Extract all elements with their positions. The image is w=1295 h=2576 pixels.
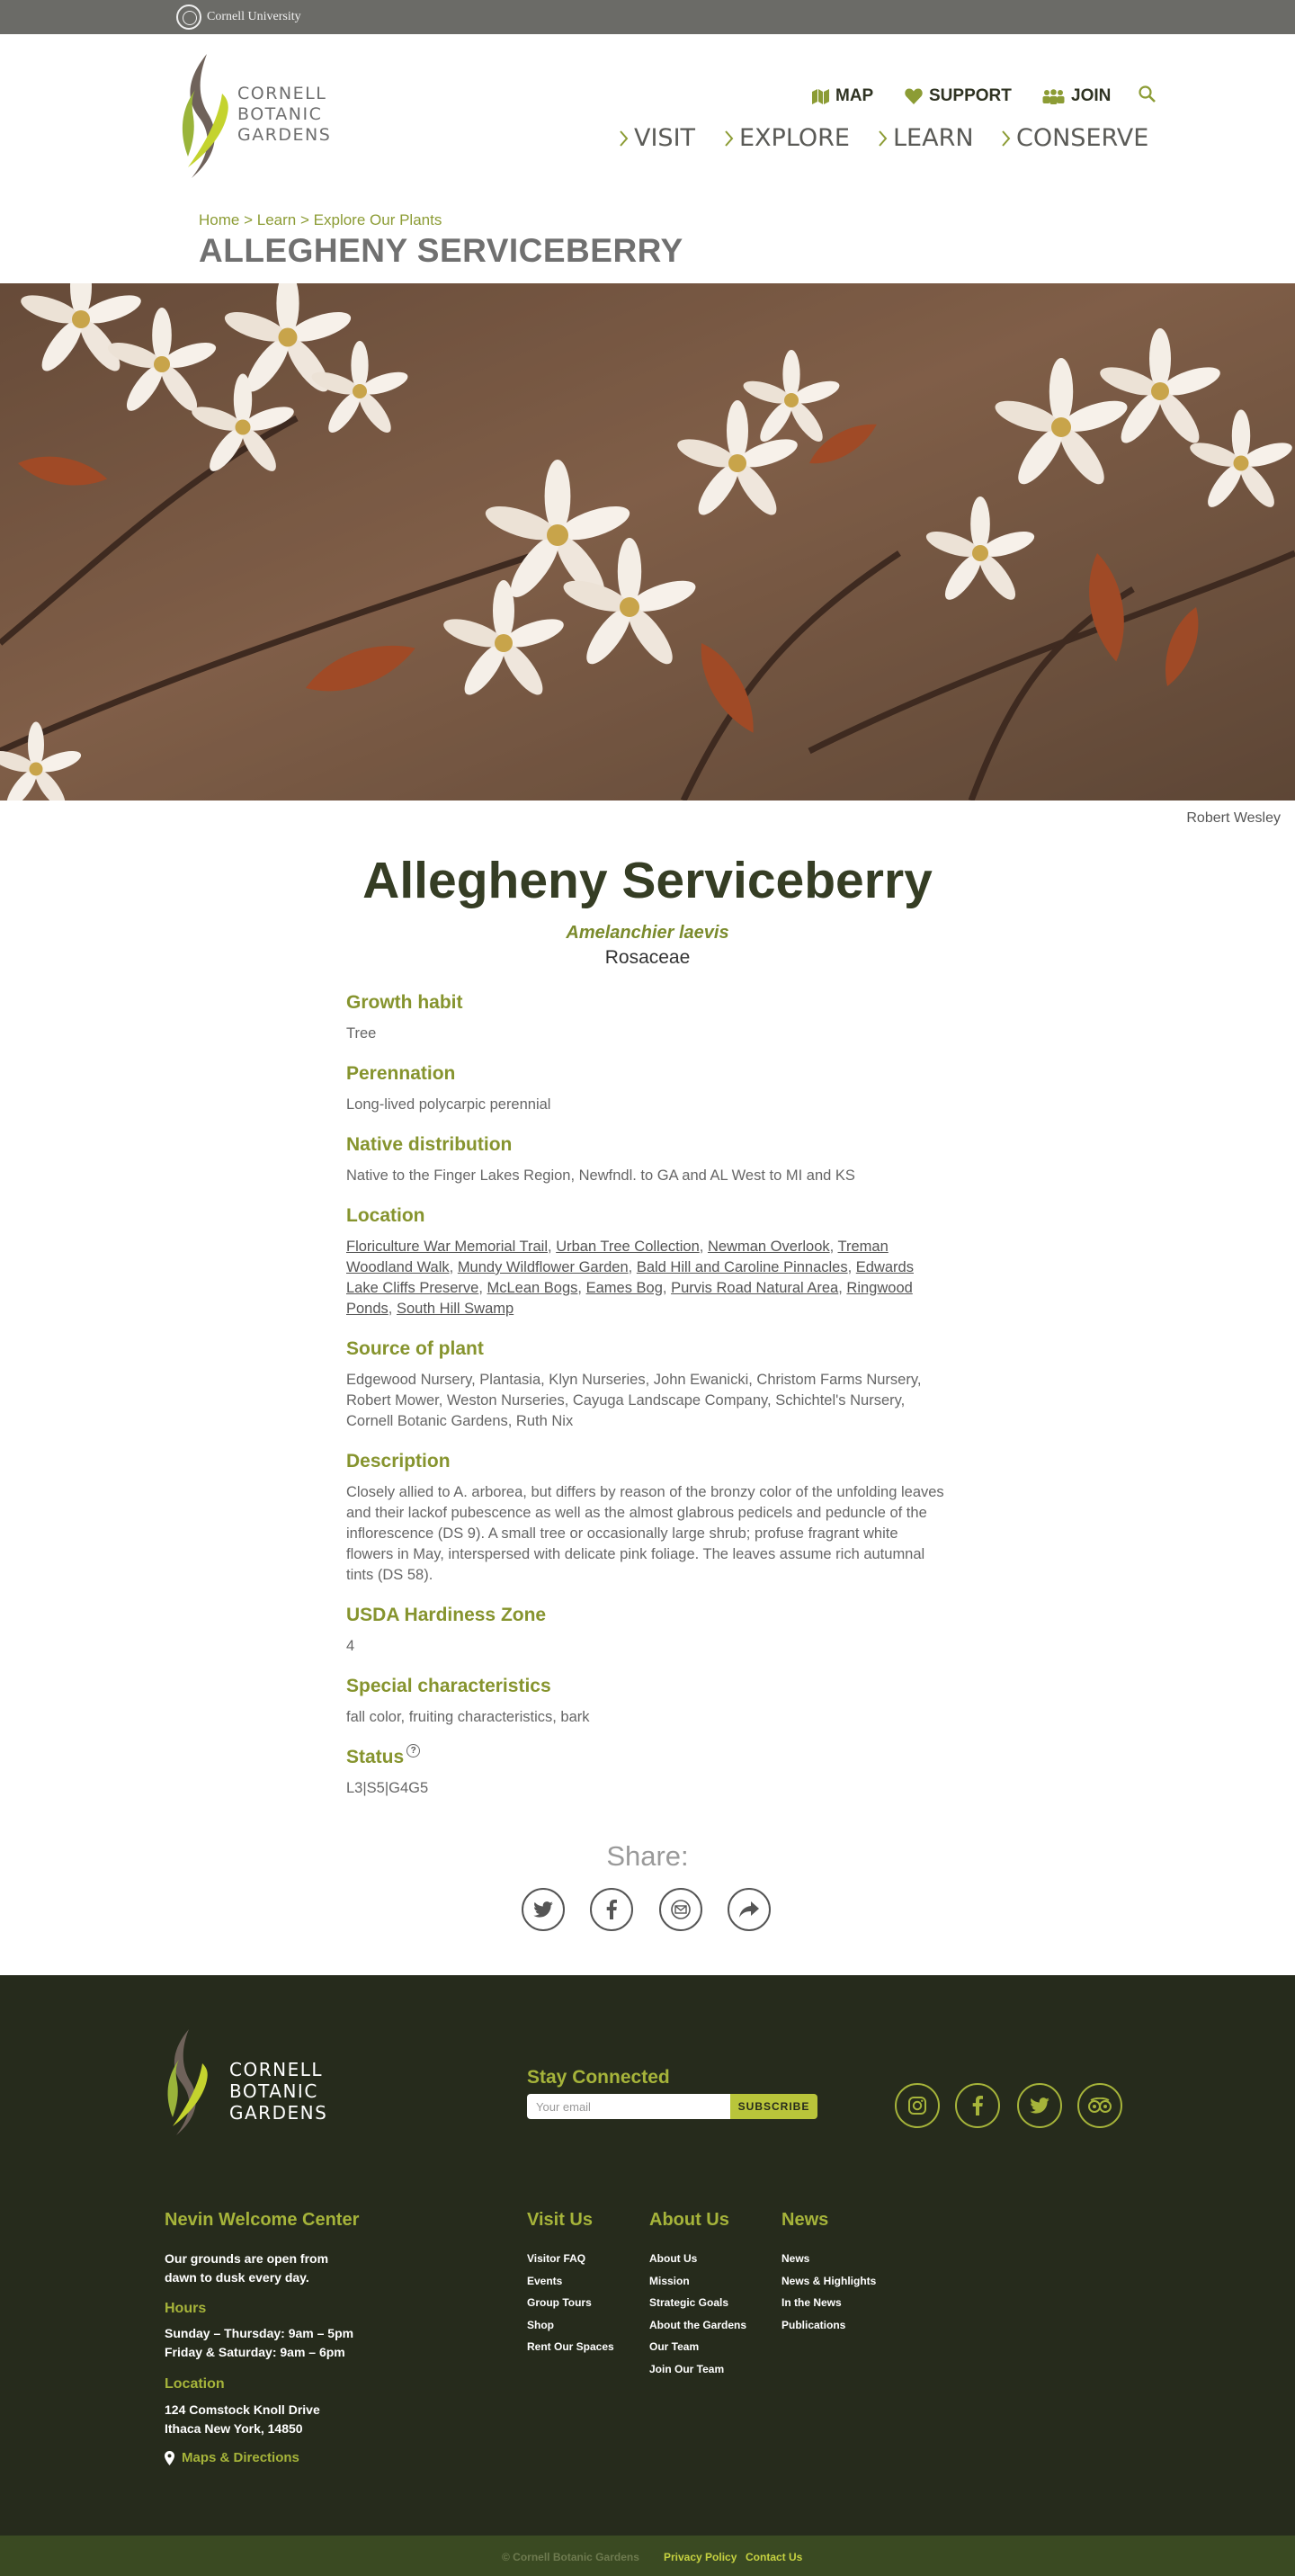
growth-habit-value: Tree [346,1025,377,1042]
instagram-icon [907,2096,927,2115]
perennation-heading: Perennation [346,1063,456,1084]
twitter-icon [533,1901,553,1918]
footer-logo-line-3: GARDENS [229,2102,328,2124]
chevron-right-icon [619,130,629,148]
copyright-text: © Cornell Botanic Gardens [502,2551,639,2563]
location-link[interactable]: McLean Bogs [487,1280,578,1296]
newsletter-email-input[interactable] [527,2094,730,2119]
plant-family: Rosaceae [604,947,691,968]
share-email-button[interactable] [659,1888,702,1931]
util-nav-map[interactable] [812,86,873,106]
visit-us-heading: Visit Us [527,2210,593,2230]
location-link[interactable]: Mundy Wildflower Garden [457,1259,629,1275]
about-us-links [649,2248,746,2380]
open-line: dawn to dusk every day. [165,2270,309,2285]
address-text [165,2401,320,2438]
breadcrumb-learn[interactable]: Learn [256,211,297,228]
logo-wordmark[interactable] [237,84,331,146]
main-nav-explore[interactable] [724,124,850,152]
footer-link[interactable]: Group Tours [527,2296,592,2309]
location-link[interactable]: Treman Woodland Walk [346,1239,889,1275]
map-pin-icon [165,2451,174,2465]
news-links [781,2248,876,2336]
plant-scientific-name: Amelanchier laevis [566,923,729,943]
cornell-university-link[interactable]: Cornell University [207,10,301,23]
facebook-icon [606,1900,617,1919]
location-heading: Location [346,1205,425,1226]
hardiness-heading: USDA Hardiness Zone [346,1605,547,1625]
twitter-icon [1030,2097,1049,2114]
chevron-right-icon [878,130,888,148]
status-label: Status [346,1747,405,1767]
facebook-icon [972,2096,983,2115]
news-heading: News [781,2210,829,2230]
util-nav-support-label: SUPPORT [929,86,1012,105]
location-link[interactable]: Edwards Lake Cliffs Preserve [346,1259,914,1296]
special-characteristics-value: fall color, fruiting characteristics, bark [346,1709,590,1725]
breadcrumb-explore-plants[interactable]: Explore Our Plants [313,211,442,228]
hero-serviceberry-photo [0,283,1295,801]
footer-link[interactable]: Rent Our Spaces [527,2340,614,2353]
growth-habit-heading: Growth habit [346,992,463,1013]
footer-link[interactable]: Our Team [649,2340,700,2353]
footer-link[interactable]: About Us [649,2252,698,2265]
address-line: 124 Comstock Knoll Drive [165,2402,320,2417]
main-nav-visit[interactable] [619,124,695,152]
address-line: Ithaca New York, 14850 [165,2421,303,2436]
contact-us-link[interactable]: Contact Us [746,2551,803,2563]
hours-line: Friday & Saturday: 9am – 6pm [165,2345,345,2359]
footer-link[interactable]: Visitor FAQ [527,2252,586,2265]
welcome-center-heading: Nevin Welcome Center [165,2210,360,2230]
status-heading [346,1747,949,1768]
footer-link[interactable]: About the Gardens [649,2318,747,2331]
subscribe-button[interactable]: SUBSCRIBE [730,2094,817,2119]
location-link[interactable]: Bald Hill and Caroline Pinnacles [636,1259,848,1275]
footer-link[interactable]: News [781,2252,810,2265]
location-heading-footer: Location [165,2376,225,2392]
status-value: L3|S5|G4G5 [346,1780,429,1796]
util-nav-join-label: JOIN [1071,86,1112,105]
util-nav-support[interactable] [905,86,1012,106]
source-value: Edgewood Nursery, Plantasia, Klyn Nurseries, John Ewanicki, Christom Farms Nursery, Robert Mower, Weston Nurseries, Cayuga Landscape Company, Schichtel's Nursery, Cornell Botanic Gardens, Ruth Nix [346,1372,922,1429]
location-links: Floriculture War Memorial Trail, Urban Tree Collection, Newman Overlook, Treman Woodland Walk, Mundy Wildflower Garden, Bald Hill and Caroline Pinnacles, Edwards Lake Cliffs Preserve, McLean Bogs, Eames Bog, Purvis Road Natural Area, Ringwood Ponds, South Hill Swamp [346,1239,914,1317]
footer-logo-line-2: BOTANIC [229,2080,318,2102]
footer-link[interactable]: Events [527,2274,563,2287]
open-hours-text [165,2250,328,2287]
hours-text [165,2324,353,2362]
share-arrow-icon [739,1901,759,1918]
cornell-university-bar [0,0,1295,34]
footer-facebook-button[interactable] [955,2083,1000,2128]
maps-directions-link[interactable] [165,2450,299,2465]
share-twitter-button[interactable] [522,1888,565,1931]
tripadvisor-icon [1087,2097,1112,2114]
location-link[interactable]: Newman Overlook [707,1239,830,1255]
breadcrumb-separator: > [244,211,254,228]
search-icon[interactable] [1139,85,1156,103]
special-characteristics-heading: Special characteristics [346,1676,551,1696]
footer-link[interactable]: Strategic Goals [649,2296,729,2309]
footer-link[interactable]: Publications [781,2318,846,2331]
privacy-policy-link[interactable]: Privacy Policy [664,2551,737,2563]
page-title: ALLEGHENY SERVICEBERRY [199,232,683,269]
chevron-right-icon [1001,130,1011,148]
hardiness-value: 4 [346,1638,355,1654]
description-heading: Description [346,1451,451,1471]
hours-line: Sunday – Thursday: 9am – 5pm [165,2326,354,2340]
perennation-value: Long-lived polycarpic perennial [346,1096,551,1113]
location-link[interactable]: Urban Tree Collection [556,1239,700,1255]
visit-us-links [527,2248,614,2358]
breadcrumb-home[interactable]: Home [199,211,240,228]
footer-link[interactable]: News & Highlights [781,2274,877,2287]
location-link[interactable]: Floriculture War Memorial Trail [346,1239,549,1255]
footer-logo-icon[interactable] [162,2029,225,2137]
logo-line-1: CORNELL [237,84,327,103]
plant-details [346,992,949,1818]
footer-link[interactable]: In the News [781,2296,842,2309]
breadcrumb-separator: > [299,211,309,228]
main-nav-explore-label: EXPLORE [739,124,850,152]
footer-link[interactable]: Shop [527,2318,554,2331]
share-more-button[interactable] [728,1888,771,1931]
location-link[interactable]: Ringwood Ponds [346,1280,913,1317]
main-nav-conserve-label: CONSERVE [1016,124,1149,152]
footer-twitter-button[interactable] [1017,2083,1062,2128]
hours-heading: Hours [165,2301,207,2316]
share-facebook-button[interactable] [590,1888,633,1931]
logo-line-2: BOTANIC [237,104,323,124]
about-us-heading: About Us [649,2210,729,2230]
location-link[interactable]: South Hill Swamp [396,1301,514,1317]
map-icon [812,89,829,104]
email-icon [671,1900,691,1919]
footer-instagram-button[interactable] [895,2083,940,2128]
native-distribution-value: Native to the Finger Lakes Region, Newfndl. to GA and AL West to MI and KS [346,1167,855,1184]
breadcrumb [199,211,442,229]
logo-line-3: GARDENS [237,125,332,145]
description-value: Closely allied to A. arborea, but differs by reason of the bronzy color of the unfolding leaves and their lackof pubescence as well as the almost glabrous pedicels and peduncle of the inflorescence (DS 9). A small tree or occasionally large shrub; profuse fragrant white flowers in May, interspersed with delicate pink foliage. The leaves assume rich autumnal tints (DS 58). [346,1484,944,1583]
footer-link[interactable]: Join Our Team [649,2362,725,2375]
footer-logo-wordmark[interactable] [229,2059,327,2124]
footer-link[interactable]: Mission [649,2274,690,2287]
main-nav-learn[interactable] [878,124,974,152]
open-line: Our grounds are open from [165,2251,329,2266]
source-heading: Source of plant [346,1338,484,1359]
util-nav-map-label: MAP [835,86,874,105]
location-link[interactable]: Eames Bog [585,1280,663,1296]
footer-logo-line-1: CORNELL [229,2059,323,2080]
stay-connected-heading: Stay Connected [527,2067,670,2088]
main-nav-learn-label: LEARN [893,124,974,152]
photo-credit: Robert Wesley [1186,810,1281,826]
plant-common-name: Allegheny Serviceberry [362,852,933,909]
cornell-seal-icon[interactable] [176,4,201,30]
maps-directions-label: Maps & Directions [182,2450,299,2465]
footer-tripadvisor-button[interactable] [1077,2083,1122,2128]
footer-bottom-bar [0,2536,1295,2576]
native-distribution-heading: Native distribution [346,1134,513,1155]
people-icon [1042,89,1065,104]
main-nav-visit-label: VISIT [634,124,696,152]
share-label: Share: [606,1840,689,1872]
main-nav-conserve[interactable] [1001,124,1148,152]
chevron-right-icon [724,130,734,148]
location-link[interactable]: Purvis Road Natural Area [671,1280,839,1296]
help-icon[interactable]: ? [406,1744,420,1758]
heart-icon [905,88,923,104]
util-nav-join[interactable] [1042,86,1111,106]
